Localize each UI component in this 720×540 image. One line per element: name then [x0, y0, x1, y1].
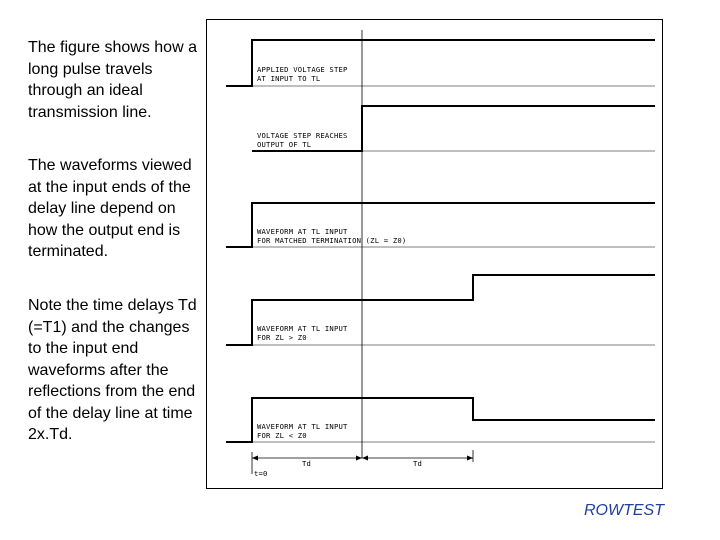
caption-4-line-1: WAVEFORM AT TL INPUT	[257, 324, 348, 333]
caption-3-line-2: FOR MATCHED TERMINATION (ZL = Z0)	[257, 236, 407, 245]
caption-5-line-1: WAVEFORM AT TL INPUT	[257, 422, 348, 431]
caption-3-line-1: WAVEFORM AT TL INPUT	[257, 227, 348, 236]
footer-label: ROWTEST	[584, 502, 664, 519]
td-label-second: Td	[413, 459, 423, 468]
caption-1-line-2: AT INPUT TO TL	[257, 74, 321, 83]
t-zero-label: t=0	[254, 469, 268, 478]
td-label-first: Td	[302, 459, 312, 468]
waveform-output-step	[252, 106, 655, 151]
caption-2-line-2: OUTPUT OF TL	[257, 140, 312, 149]
caption-2-line-1: VOLTAGE STEP REACHES	[257, 131, 348, 140]
caption-5-line-2: FOR ZL < Z0	[257, 431, 307, 440]
caption-4-line-2: FOR ZL > Z0	[257, 333, 307, 342]
time-axis	[252, 450, 473, 474]
intro-paragraph: The figure shows how a long pulse travels through an ideal transmission line.	[28, 39, 197, 121]
caption-1-line-1: APPLIED VOLTAGE STEP	[257, 65, 348, 74]
termination-paragraph: The waveforms viewed at the input ends of the delay line depend on how the output end is terminated.	[28, 157, 192, 260]
delay-note-paragraph: Note the time delays Td (=T1) and the changes to the input end waveforms after the reflections from the end of the delay line at time 2x.Td.	[28, 297, 197, 443]
